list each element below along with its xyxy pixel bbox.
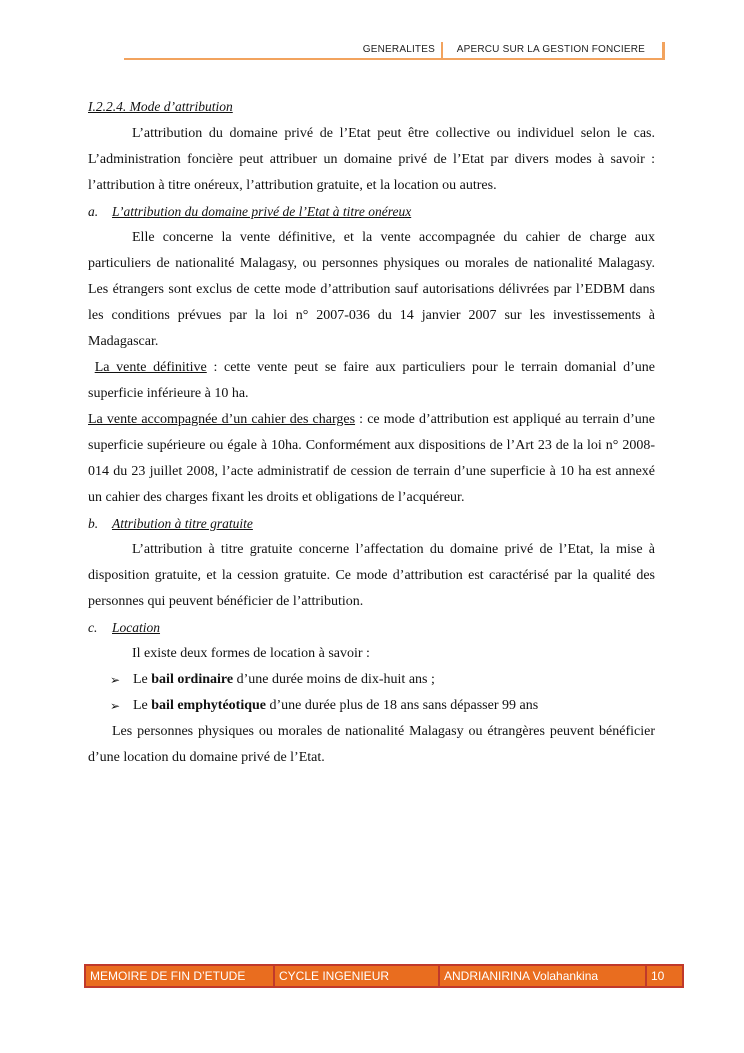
section-heading	[88, 94, 655, 121]
section-title: I.2.2.4. Mode d’attribution	[88, 99, 233, 114]
subheading-a-title: L’attribution du domaine privé de l’Etat à titre onéreux	[112, 204, 412, 219]
subheading-b-title: Attribution à titre gratuite	[112, 516, 253, 531]
footer-doc-type: MEMOIRE DE FIN D’ETUDE	[86, 966, 275, 986]
subheading-c-title: Location	[112, 620, 161, 635]
sub-b-paragraph: L’attribution à titre gratuite concerne l’affectation du domaine privé de l’Etat, la mise à disposition gratuite, et la cession gratuite. Ce mode d’attribution est caractérisé par la qualité des personnes qui peuvent bénéficier de l’attribution.	[88, 542, 655, 609]
bullet-rest: d’une durée plus de 18 ans sans dépasser 99 ans	[266, 698, 539, 713]
header-section: APERCU SUR LA GESTION FONCIERE	[456, 44, 645, 55]
section-intro: L’attribution du domaine privé de l’Etat peut être collective ou individuel selon le cas. L’administration foncière peut attribuer un domaine privé de l’Etat par divers modes à savoir : l’attribution à titre onéreux, l’attribution gratuite, et la location ou autres.	[88, 126, 655, 193]
subheading-a-letter: a.	[88, 204, 99, 219]
arrow-bullet-icon: ➢	[110, 699, 121, 713]
bullet-term: bail emphytéotique	[151, 698, 266, 713]
sub-a-paragraph: Elle concerne la vente définitive, et la vente accompagnée du cahier de charge aux particuliers de nationalité Malagasy, ou personnes physiques ou morales de nationalité Malagasy. Les étrangers sont exclus de cette mode d’attribution sauf autorisations délivrées par l’EDBM dans les conditions prévues par la loi n° 2007-036 du 14 janvier 2007 sur les investissements à Madagascar.	[88, 230, 655, 349]
header-separator	[441, 42, 443, 58]
footer-page-number: 10	[651, 969, 665, 983]
bullet-prefix: Le	[133, 698, 152, 713]
page-content	[88, 94, 655, 771]
footer-author: ANDRIANIRINA Volahankina	[440, 966, 647, 986]
definition-vente-cahier	[88, 407, 655, 511]
arrow-bullet-icon: ➢	[110, 673, 121, 687]
subheading-b-letter: b.	[88, 516, 99, 531]
term-vente-definitive: La vente définitive	[94, 360, 207, 375]
def-vente-definitive: : cette vente peut se faire aux particuliers pour le terrain domanial d’une superficie inférieure à 10 ha.	[88, 360, 656, 401]
term-vente-cahier: La vente accompagnée d’un cahier des charges	[88, 412, 356, 427]
subheading-b	[88, 511, 655, 537]
page-header	[124, 40, 665, 60]
list-item	[110, 693, 655, 719]
bullet-text	[133, 693, 538, 719]
bullet-text	[133, 667, 435, 693]
sub-c-intro: Il existe deux formes de location à savoir :	[132, 646, 370, 661]
sub-c-closing: Les personnes physiques ou morales de nationalité Malagasy ou étrangères peuvent bénéficier d’une location du domaine privé de l’Etat.	[88, 724, 655, 765]
definition-vente-definitive	[88, 355, 655, 407]
list-item	[110, 667, 655, 693]
bullet-term: bail ordinaire	[151, 672, 234, 687]
def-vente-cahier: : ce mode d’attribution est appliqué au terrain d’une superficie supérieure ou égale à 10ha. Conformément aux dispositions de l’Art 23 de la loi n° 2008-014 du 23 juillet 2008, l’acte administratif de cession de terrain d’une superficie à 10 ha est annexé un cahier des charges fixant les droits et obligations de l’acquéreur.	[88, 412, 655, 505]
bullet-rest: d’une durée moins de dix-huit ans ;	[233, 672, 435, 687]
subheading-c	[88, 615, 655, 641]
subheading-a	[88, 199, 655, 225]
footer-cycle: CYCLE INGENIEUR	[275, 966, 440, 986]
header-rule	[124, 58, 665, 60]
bullet-prefix: Le	[133, 672, 152, 687]
subheading-c-letter: c.	[88, 620, 98, 635]
page-footer	[84, 964, 684, 988]
header-chapter: GENERALITES	[362, 44, 435, 55]
